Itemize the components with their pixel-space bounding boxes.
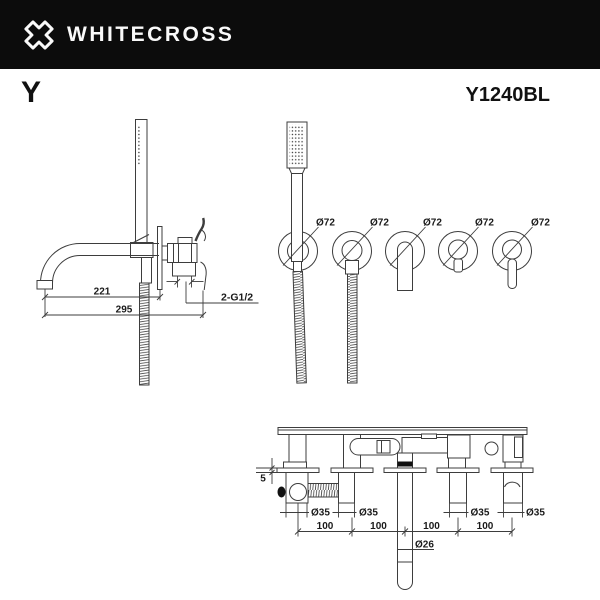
mixer-cartridge-top: [350, 439, 400, 456]
front-station-diverter: [439, 232, 478, 273]
holder-hook-top: [278, 487, 286, 498]
escutcheon-dia-label-3: Ø72: [423, 217, 442, 229]
spacing-label-3: 100: [423, 521, 440, 532]
spray-face-dots: [137, 126, 141, 165]
escutcheon-dia-label-1: Ø72: [316, 217, 335, 229]
front-station-hose-outlet: [333, 232, 372, 384]
holder-ring-top: [290, 484, 307, 501]
spacing-label-4: 100: [476, 521, 494, 532]
spout-dia-label: Ø26: [415, 539, 434, 551]
front-station-shower-holder: [279, 122, 318, 383]
wall-plate-side: [158, 227, 163, 290]
bottom-view: [256, 428, 545, 590]
escutcheon-dia-label-2: Ø72: [370, 217, 389, 229]
thread-size-label: 2-G1/2: [221, 291, 254, 304]
front-station-spout: [386, 232, 425, 291]
spacing-label-2: 100: [370, 521, 387, 532]
spacing-label-1: 100: [316, 521, 334, 532]
spout-seal-band: [398, 462, 413, 467]
front-hose-1: [293, 271, 306, 383]
technical-drawing: [0, 70, 600, 600]
shower-hose-side: [140, 283, 150, 385]
side-view: [37, 120, 259, 386]
valve-body-side: [162, 238, 197, 277]
hole-dia-label-1: Ø35: [311, 507, 330, 519]
front-view: [279, 122, 551, 383]
handle-lever-side: [196, 218, 204, 241]
front-hose-2: [348, 274, 358, 383]
escutcheon-dia-label-5: Ø72: [531, 217, 550, 229]
brand-name: WHITECROSS: [67, 22, 235, 46]
hole-dia-label-4: Ø35: [526, 507, 545, 519]
series-label: Y: [21, 76, 42, 109]
header-bar: [0, 0, 600, 69]
plate-thickness-label: 5: [260, 473, 266, 485]
hole-dia-label-2: Ø35: [359, 507, 378, 519]
x-logo-icon: [20, 15, 58, 55]
dim-spout-reach: 221: [93, 286, 111, 298]
dim-total-depth: 295: [115, 304, 133, 316]
escutcheon-dia-label-4: Ø72: [475, 217, 494, 229]
model-number: Y1240BL: [465, 84, 550, 106]
front-station-lever: [493, 232, 532, 289]
hole-dia-label-3: Ø35: [470, 507, 490, 519]
hose-top-view: [308, 484, 341, 498]
mounting-bar: [278, 428, 527, 435]
